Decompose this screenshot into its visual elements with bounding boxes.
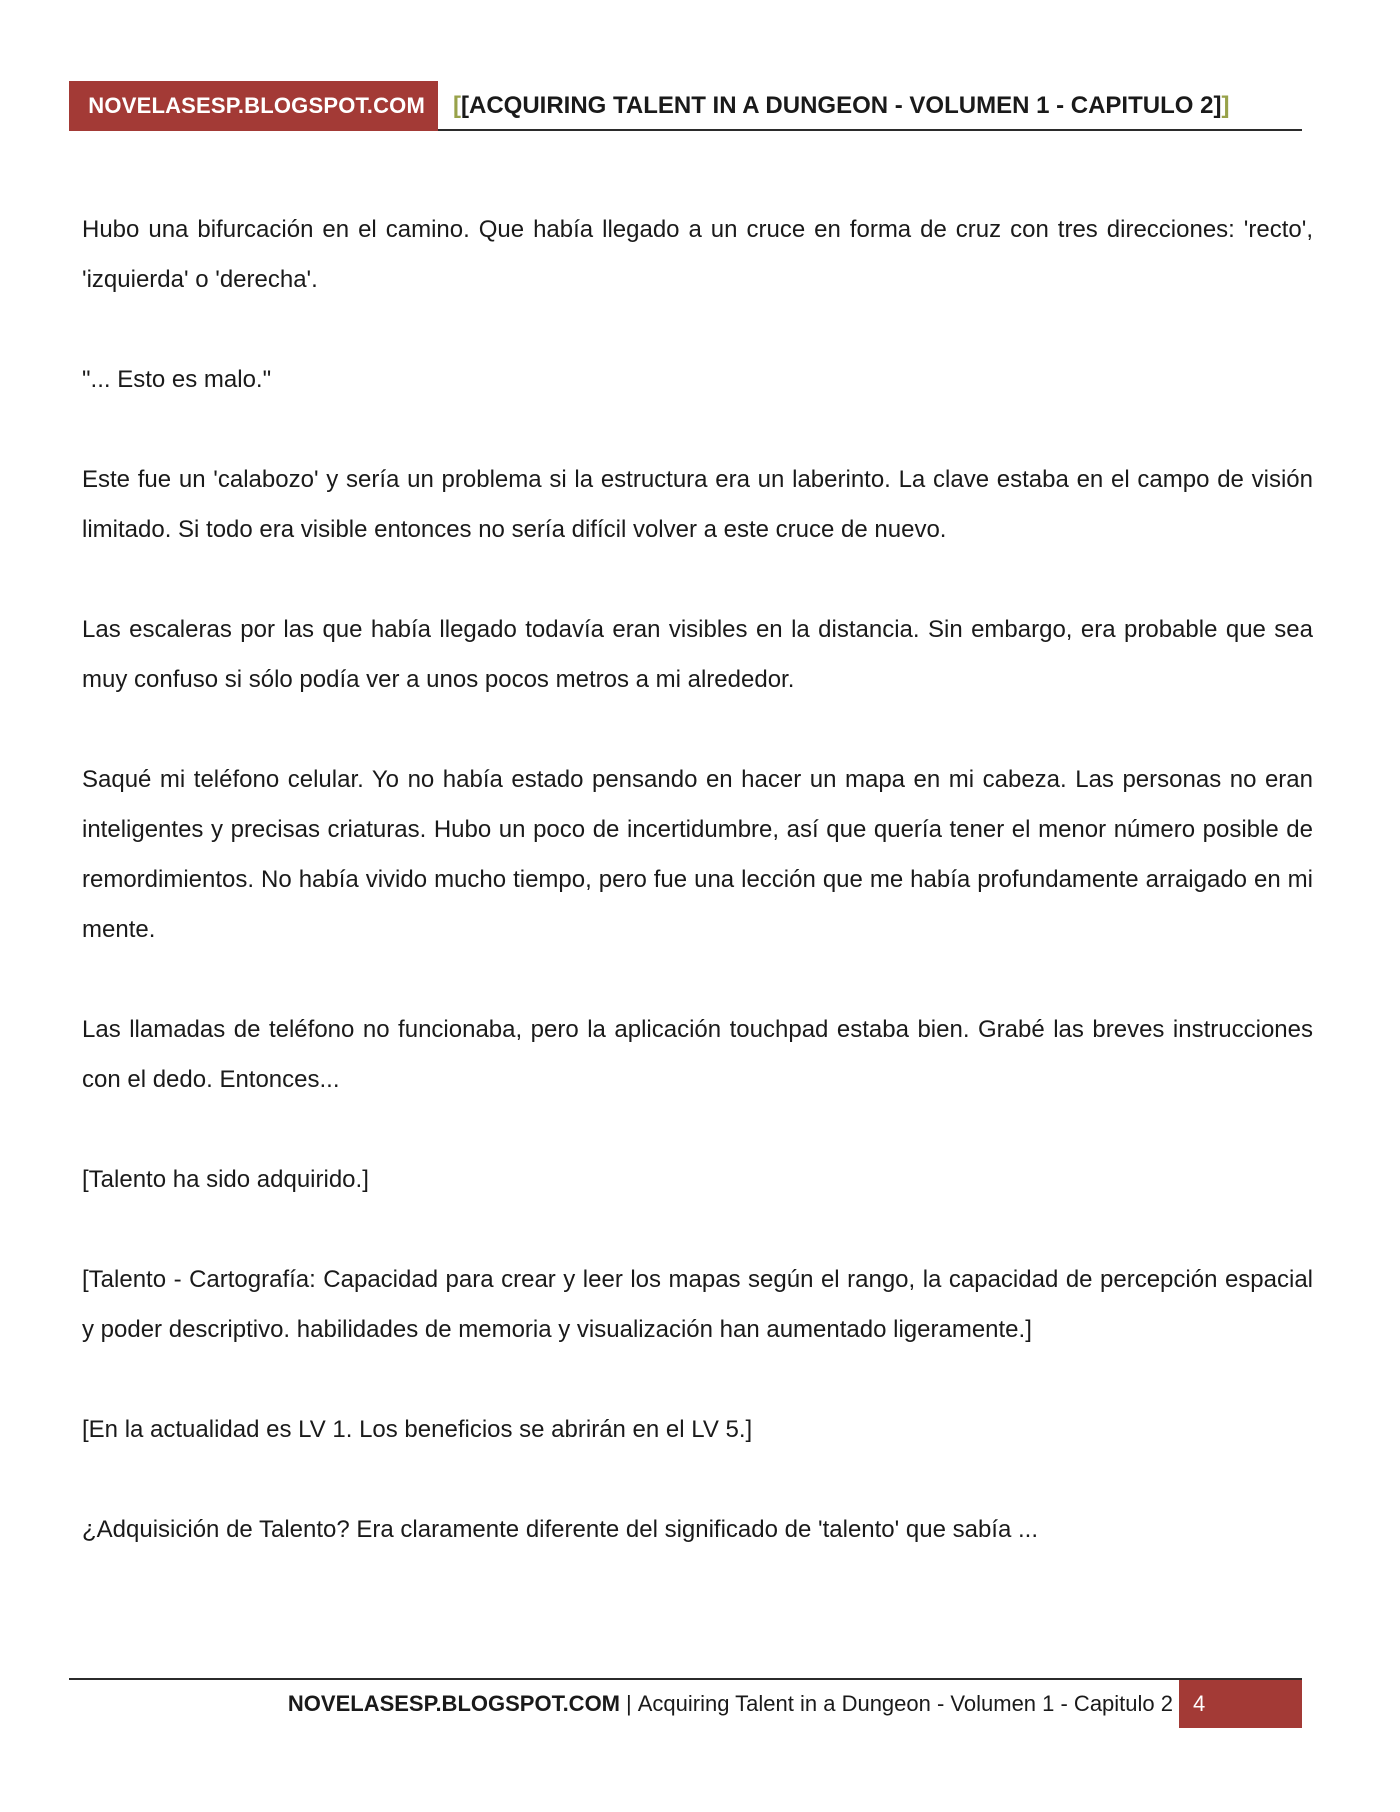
footer-chapter-title: Acquiring Talent in a Dungeon - Volumen 1 - Capitulo 2 <box>637 1691 1173 1716</box>
page-header <box>69 81 1302 131</box>
page-footer <box>69 1678 1302 1728</box>
header-open-bracket: [ <box>453 92 461 119</box>
header-title-text: [ACQUIRING TALENT IN A DUNGEON - VOLUMEN 1 - CAPITULO 2] <box>461 92 1222 119</box>
page-number: 4 <box>1179 1680 1302 1728</box>
footer-separator: | <box>626 1691 632 1716</box>
paragraph: Las escaleras por las que había llegado todavía eran visibles en la distancia. Sin embargo, era probable que sea muy confuso si sólo podía ver a unos pocos metros a mi alrededor. <box>82 616 1313 693</box>
header-close-bracket: ] <box>1221 92 1230 119</box>
paragraph: "... Esto es malo." <box>82 366 272 393</box>
paragraph: ¿Adquisición de Talento? Era claramente diferente del significado de 'talento' que sabía ... <box>82 1516 1038 1543</box>
paragraph: Hubo una bifurcación en el camino. Que había llegado a un cruce en forma de cruz con tres direcciones: 'recto', 'izquierda' o 'derecha'. <box>82 216 1313 293</box>
paragraph: Saqué mi teléfono celular. Yo no había estado pensando en hacer un mapa en mi cabeza. Las personas no eran inteligentes y precisas criaturas. Hubo un poco de incertidumbre, así que quería tener el menor número posible de remordimientos. No había vivido mucho tiempo, pero fue una lección que me había profundamente arraigado en mi mente. <box>82 766 1313 943</box>
header-chapter-title <box>453 81 1229 131</box>
paragraph: [Talento ha sido adquirido.] <box>82 1166 369 1193</box>
chapter-body <box>82 205 1313 1605</box>
header-site-name: NOVELASESP.BLOGSPOT.COM <box>69 81 438 131</box>
paragraph: Las llamadas de teléfono no funcionaba, pero la aplicación touchpad estaba bien. Grabé las breves instrucciones con el dedo. Entonces... <box>82 1016 1313 1093</box>
paragraph: [Talento - Cartografía: Capacidad para crear y leer los mapas según el rango, la capacidad de percepción espacial y poder descriptivo. habilidades de memoria y visualización han aumentado ligeramente.] <box>82 1266 1313 1343</box>
paragraph: [En la actualidad es LV 1. Los beneficios se abrirán en el LV 5.] <box>82 1416 753 1443</box>
paragraph: Este fue un 'calabozo' y sería un problema si la estructura era un laberinto. La clave estaba en el campo de visión limitado. Si todo era visible entonces no sería difícil volver a este cruce de nuevo. <box>82 466 1313 543</box>
footer-site-name: NOVELASESP.BLOGSPOT.COM <box>287 1691 621 1716</box>
footer-text <box>288 1680 1173 1728</box>
